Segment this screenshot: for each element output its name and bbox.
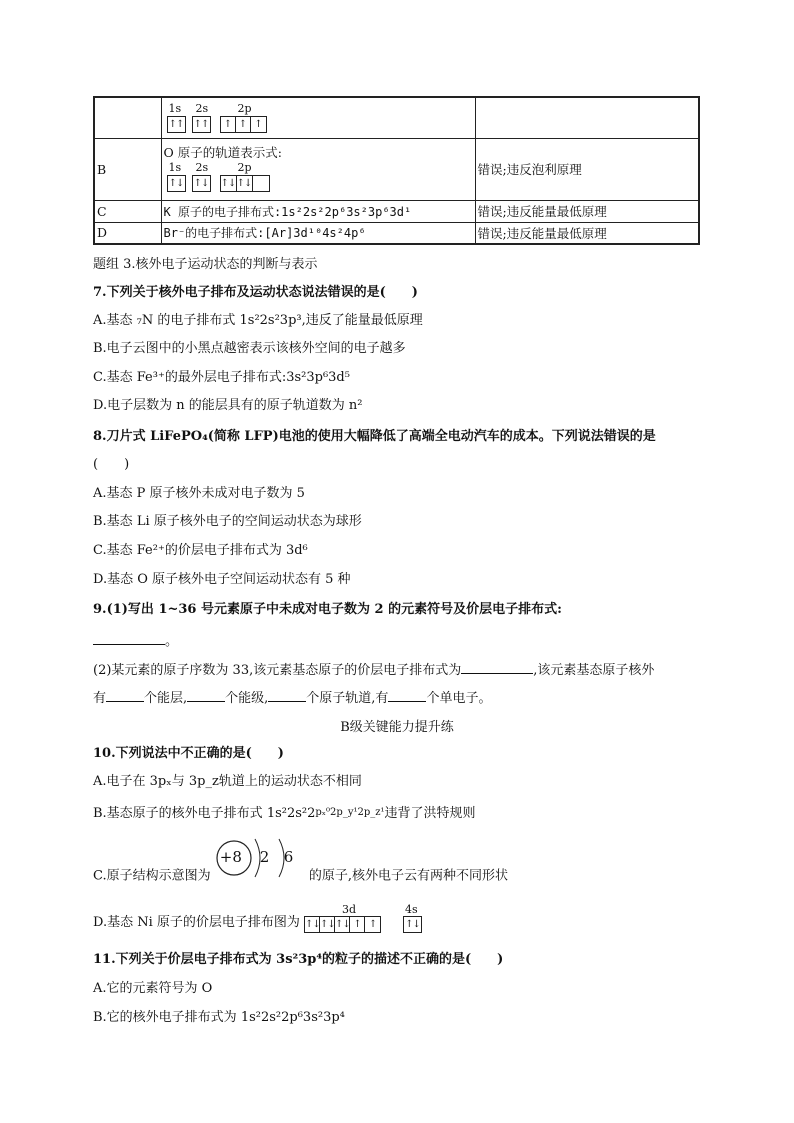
row-content: K 原子的电子排布式:1s²2s²2p⁶3s²3p⁶3d¹ <box>161 200 475 222</box>
answer-blank[interactable] <box>461 660 533 674</box>
orbital-label: 2s <box>195 101 209 115</box>
verdict: 错误;违反能量最低原理 <box>475 222 699 244</box>
q7-option-d: D.电子层数为 n 的能层具有的原子轨道数为 n² <box>93 398 363 413</box>
row-label: B <box>94 138 161 200</box>
q11-option-a: A.它的元素符号为 O <box>93 981 213 996</box>
q8-paren: ( ) <box>93 457 130 472</box>
row-content: Br⁻的电子排布式:[Ar]3d¹⁰4s²4p⁶ <box>161 222 475 244</box>
shell-electrons: 2 <box>259 848 270 866</box>
nucleus-charge: +8 <box>219 848 242 866</box>
q10-option-a: A.电子在 3pₓ与 3p_z轨道上的运动状态不相同 <box>93 774 362 789</box>
q9-part1: 9.(1)写出 1~36 号元素原子中未成对电子数为 2 的元素符号及价层电子排布式: <box>93 602 562 617</box>
table-row <box>94 222 699 244</box>
orbital-box: ↑↓ <box>167 175 186 192</box>
table-row <box>94 97 699 138</box>
q10-stem: 10.下列说法中不正确的是( ) <box>93 746 284 761</box>
orbital-label: 4s <box>405 903 418 916</box>
q8-option-d: D.基态 O 原子核外电子空间运动状态有 5 种 <box>93 572 351 587</box>
row-title: O 原子的轨道表示式: <box>163 145 282 160</box>
q8-option-b: B.基态 Li 原子核外电子的空间运动状态为球形 <box>93 514 362 529</box>
orbital-label: 1s <box>168 161 182 174</box>
level-heading: B级关键能力提升练 <box>340 720 454 735</box>
q8-stem: 8.刀片式 LiFePO₄(简称 LFP)电池的使用大幅降低了高端全电动汽车的成本。下列说法错误的是 <box>93 429 656 444</box>
row-label: D <box>94 222 161 244</box>
orbital-label: 2p <box>237 101 252 115</box>
q10-option-b: B.基态原子的核外电子排布式 1s²2s²2pₓ⁰2p_y¹2p_z¹违背了洪特规则 <box>93 806 476 821</box>
answer-blank[interactable] <box>187 688 225 702</box>
table-row <box>94 138 699 200</box>
section-heading: 题组 3.核外电子运动状态的判断与表示 <box>93 257 318 272</box>
row-label <box>94 97 161 138</box>
orbital-label: 3d <box>342 903 357 916</box>
verdict: 错误;违反泡利原理 <box>475 138 699 200</box>
verdict: 错误;违反能量最低原理 <box>475 200 699 222</box>
orbital-label: 2s <box>195 161 209 174</box>
row-label: C <box>94 200 161 222</box>
orbital-diagram <box>161 138 475 200</box>
shell-electrons: 6 <box>283 848 294 866</box>
orbital-box: ↑↓ <box>403 916 422 933</box>
orbital-diagram <box>161 97 475 138</box>
q8-option-a: A.基态 P 原子核外未成对电子数为 5 <box>93 486 305 501</box>
orbital-box: ↑↓ <box>192 175 211 192</box>
answer-blank[interactable] <box>268 688 306 702</box>
q10-option-c: C.原子结构示意图为 +8 2 6 的原子,核外电子云有两种不同形状 <box>93 851 508 901</box>
answer-blank[interactable] <box>93 631 165 645</box>
orbital-box: ↑↑ <box>167 116 186 133</box>
orbital-box: ↑↑ <box>192 116 211 133</box>
q9-part2: (2)某元素的原子序数为 33,该元素基态原子的价层电子排布式为 ,该元素基态原子核外 <box>93 660 654 680</box>
q11-option-b: B.它的核外电子排布式为 1s²2s²2p⁶3s²3p⁴ <box>93 1010 345 1025</box>
orbital-label: 1s <box>168 101 182 115</box>
q7-option-c: C.基态 Fe³⁺的最外层电子排布式:3s²3p⁶3d⁵ <box>93 370 350 385</box>
orbital-box: ↑↓ ↑↓ ↑↓ ↑ ↑ <box>304 916 381 933</box>
orbital-box: ↑↓ ↑↓ <box>220 175 270 192</box>
options-table <box>93 96 700 245</box>
orbital-box: ↑ ↑ ↑ <box>220 116 267 133</box>
answer-blank[interactable] <box>106 688 144 702</box>
q9-part1-answer: 。 <box>93 631 178 651</box>
answer-blank[interactable] <box>388 688 426 702</box>
q7-option-a: A.基态 ₇N 的电子排布式 1s²2s²3p³,违反了能量最低原理 <box>93 313 423 328</box>
ni-orbital-diagram <box>304 903 422 933</box>
table-row <box>94 200 699 222</box>
q9-part3: 有 个能层, 个能级, 个原子轨道,有 个单电子。 <box>93 688 491 708</box>
verdict <box>475 97 699 138</box>
q7-stem: 7.下列关于核外电子排布及运动状态说法错误的是( ) <box>93 285 418 300</box>
q11-stem: 11.下列关于价层电子排布式为 3s²3p⁴的粒子的描述不正确的是( ) <box>93 952 504 967</box>
orbital-label: 2p <box>237 161 252 174</box>
atom-structure-diagram <box>215 848 305 901</box>
q7-option-b: B.电子云图中的小黑点越密表示该核外空间的电子越多 <box>93 341 406 356</box>
q8-option-c: C.基态 Fe²⁺的价层电子排布式为 3d⁶ <box>93 543 308 558</box>
q10-option-d: D.基态 Ni 原子的价层电子排布图为 3d ↑↓ ↑↓ ↑↓ ↑ ↑ 4s ↑↓ <box>93 912 422 933</box>
